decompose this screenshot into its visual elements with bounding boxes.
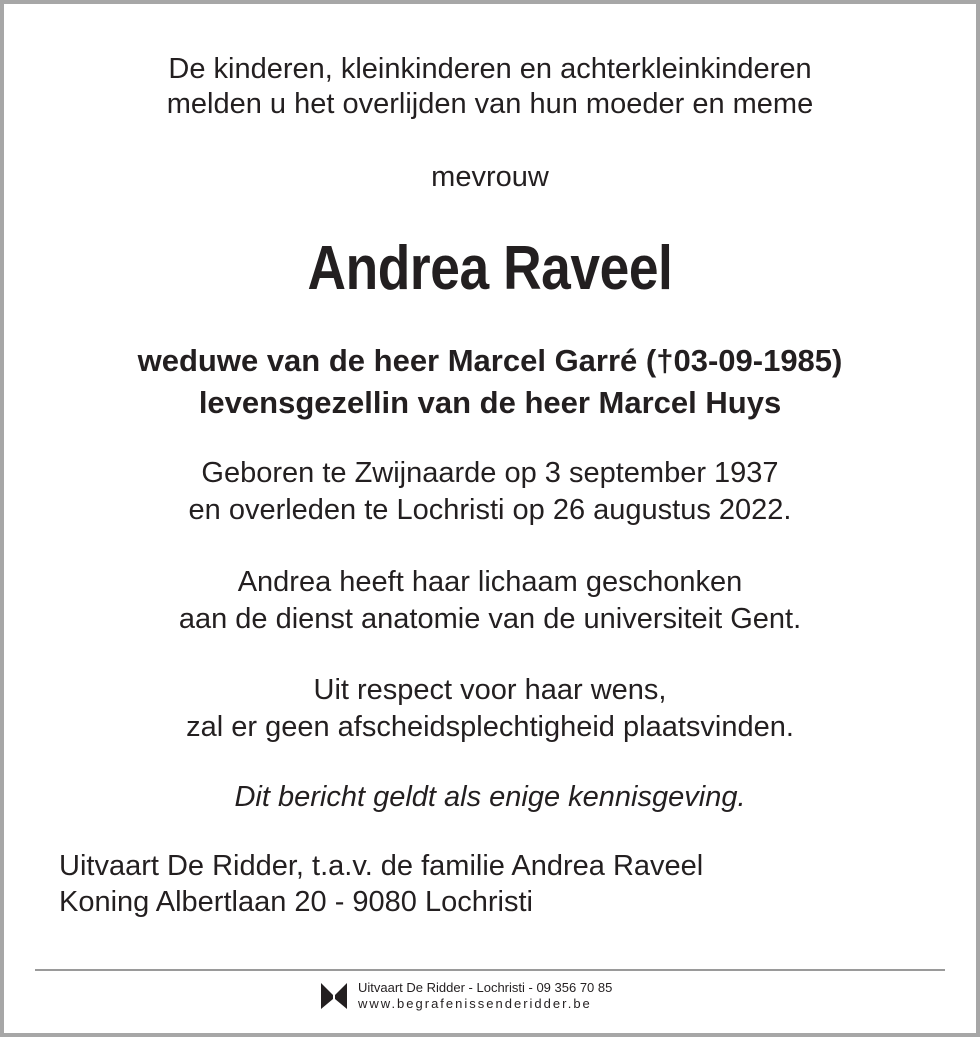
relations-block [0,340,980,424]
death-line: en overleden te Lochristi op 26 augustus 2022. [188,494,792,526]
contact-block [59,848,703,920]
donation-line-2: aan de dienst anatomie van de universiteit Gent. [178,603,802,635]
relation-line-2: levensgezellin van de heer Marcel Huys [198,385,782,420]
intro-block [0,52,980,122]
contact-line-2: Koning Albertlaan 20 - 9080 Lochristi [59,886,533,918]
notice-text: Dit bericht geldt als enige kennisgeving. [234,781,746,813]
deceased-name: Andrea Raveel [307,234,673,303]
donation-line-1: Andrea heeft haar lichaam geschonken [237,566,743,598]
dates-block [0,455,980,529]
footer-divider [35,969,945,971]
relation-line-1: weduwe van de heer Marcel Garré (†03-09-1985) [137,343,843,378]
respect-line-2: zal er geen afscheidsplechtigheid plaatsvinden. [186,711,794,743]
title-word: mevrouw [431,161,549,193]
intro-line-1: De kinderen, kleinkinderen en achterkleinkinderen [168,53,812,85]
birth-line: Geboren te Zwijnaarde op 3 september 1937 [201,457,779,489]
donation-block [0,564,980,638]
intro-line-2: melden u het overlijden van hun moeder en meme [166,88,814,120]
respect-block [0,672,980,746]
footer-website-link[interactable]: www.begrafenissenderidder.be [358,996,592,1011]
ribbon-logo-icon [320,981,348,1011]
footer-text [358,980,612,1012]
footer-line-1: Uitvaart De Ridder - Lochristi - 09 356 70 85 [358,980,613,995]
contact-line-1: Uitvaart De Ridder, t.a.v. de familie Andrea Raveel [59,850,704,882]
footer [320,978,612,1014]
respect-line-1: Uit respect voor haar wens, [313,674,667,706]
